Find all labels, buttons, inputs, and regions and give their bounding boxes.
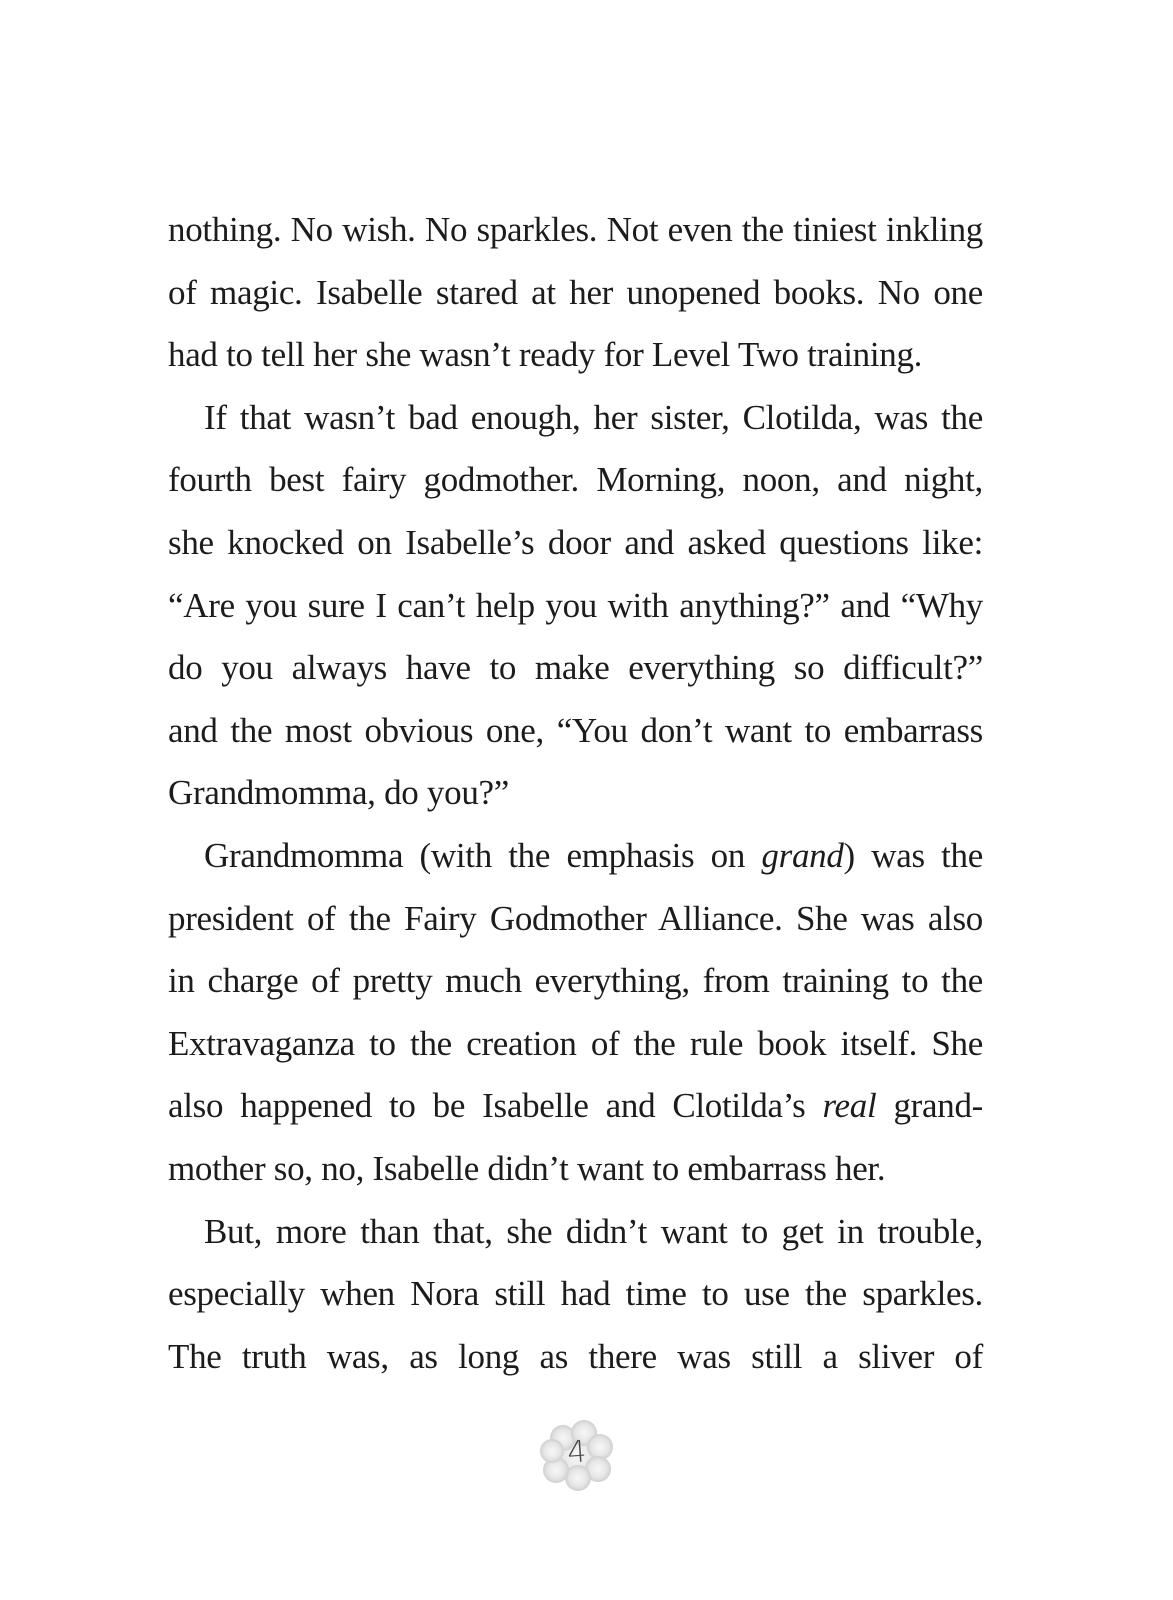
text-segment: grand- [876,1086,984,1126]
body-text [168,199,983,1388]
emphasis-text: grand [761,835,844,875]
text-line [168,825,983,888]
text-segment: also happened to be Isabelle and Clotilda’s [168,1086,823,1126]
text-line: Extravaganza to the creation of the rule book itself. She [168,1023,983,1063]
text-line: and the most obvious one, “You don’t want to embarrass [168,710,983,750]
text-line: president of the Fairy Godmother Alliance. She was also [168,898,983,938]
text-line: mother so, no, Isabelle didn’t want to embarrass her. [168,1148,886,1188]
text-line [168,1075,983,1138]
text-line: “Are you sure I can’t help you with anything?” and “Why [168,585,983,625]
text-line: of magic. Isabelle stared at her unopened books. No one [168,272,983,312]
text-line: But, more than that, she didn’t want to get in trouble, [204,1211,983,1251]
text-line: fourth best fairy godmother. Morning, noon, and night, [168,460,983,500]
text-line: had to tell her she wasn’t ready for Level Two training. [168,335,923,375]
page-number: 4 [566,1434,588,1471]
text-line: If that wasn’t bad enough, her sister, Clotilda, was the [204,397,983,437]
emphasis-text: real [822,1086,877,1126]
text-segment: Grandmomma (with the emphasis on [204,835,762,875]
text-segment: ) was the [843,835,983,875]
page-number-badge [538,1418,616,1492]
text-line: in charge of pretty much everything, from training to the [168,961,983,1001]
text-line: Grandmomma, do you?” [168,773,509,813]
text-line: especially when Nora still had time to use the sparkles. [168,1274,983,1314]
text-line: do you always have to make everything so difficult?” [168,648,983,688]
text-line: nothing. No wish. No sparkles. Not even the tiniest inkling [168,210,983,249]
text-line: The truth was, as long as there was still a sliver of [168,1336,983,1376]
text-line: she knocked on Isabelle’s door and asked questions like: [168,522,983,562]
